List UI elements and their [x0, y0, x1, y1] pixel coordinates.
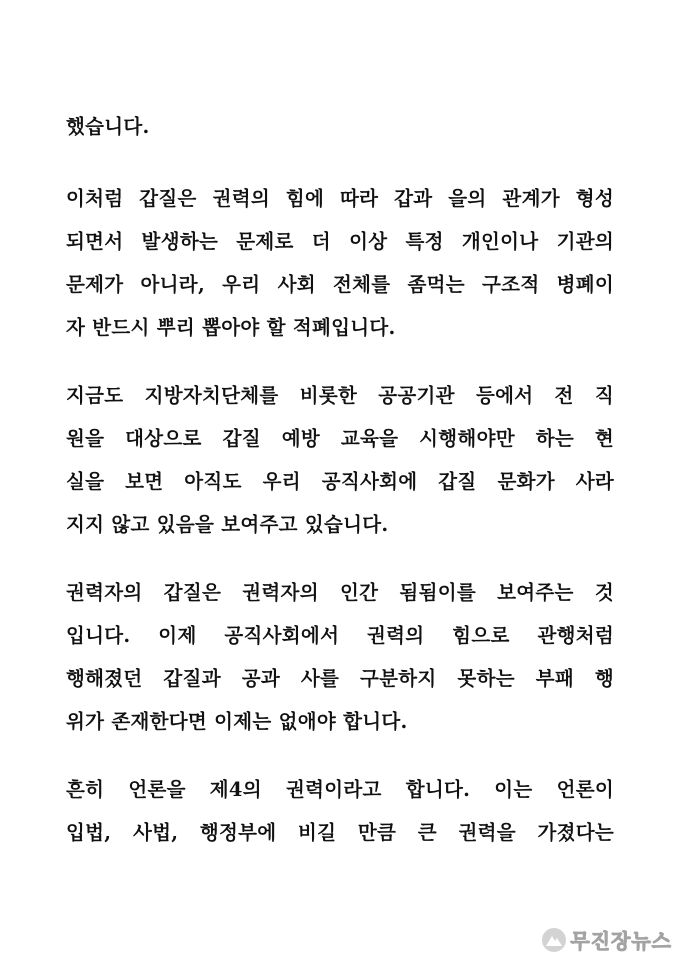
paragraph-2-line-1: 이처럼 갑질은 권력의 힘에 따라 갑과 을의 관계가 형성 [66, 187, 614, 210]
paragraph-2-line-3: 문제가 아니라, 우리 사회 전체를 좀먹는 구조적 병폐이 [66, 273, 614, 296]
paragraph-2-line-4: 자 반드시 뿌리 뽑아야 할 적폐입니다. [66, 316, 396, 339]
paragraph-4-line-4: 위가 존재한다면 이제는 없애야 합니다. [66, 710, 408, 733]
watermark [542, 925, 672, 954]
paragraph-4-line-1: 권력자의 갑질은 권력자의 인간 됨됨이를 보여주는 것 [66, 581, 614, 604]
paragraph-5-line-2: 입법, 사법, 행정부에 비길 만큼 큰 권력을 가졌다는 [66, 821, 614, 844]
paragraph-3-line-2: 원을 대상으로 갑질 예방 교육을 시행해야만 하는 현 [66, 427, 614, 450]
paragraph-3-line-3: 실을 보면 아직도 우리 공직사회에 갑질 문화가 사라 [66, 470, 614, 493]
paragraph-1-line-1: 했습니다. [66, 115, 150, 138]
paragraph-3-line-1: 지금도 지방자치단체를 비롯한 공공기관 등에서 전 직 [66, 384, 614, 407]
paragraph-4-line-2: 입니다. 이제 공직사회에서 권력의 힘으로 관행처럼 [66, 624, 614, 647]
paragraph-4-line-3: 행해졌던 갑질과 공과 사를 구분하지 못하는 부패 행 [66, 667, 614, 690]
paragraph-2-line-2: 되면서 발생하는 문제로 더 이상 특정 개인이나 기관의 [66, 230, 614, 253]
mountain-logo-icon [542, 928, 566, 952]
watermark-text: 무진장뉴스 [570, 929, 672, 953]
paragraph-5-line-1: 흔히 언론을 제4의 권력이라고 합니다. 이는 언론이 [66, 778, 614, 801]
paragraph-3-line-4: 지지 않고 있음을 보여주고 있습니다. [66, 513, 389, 536]
